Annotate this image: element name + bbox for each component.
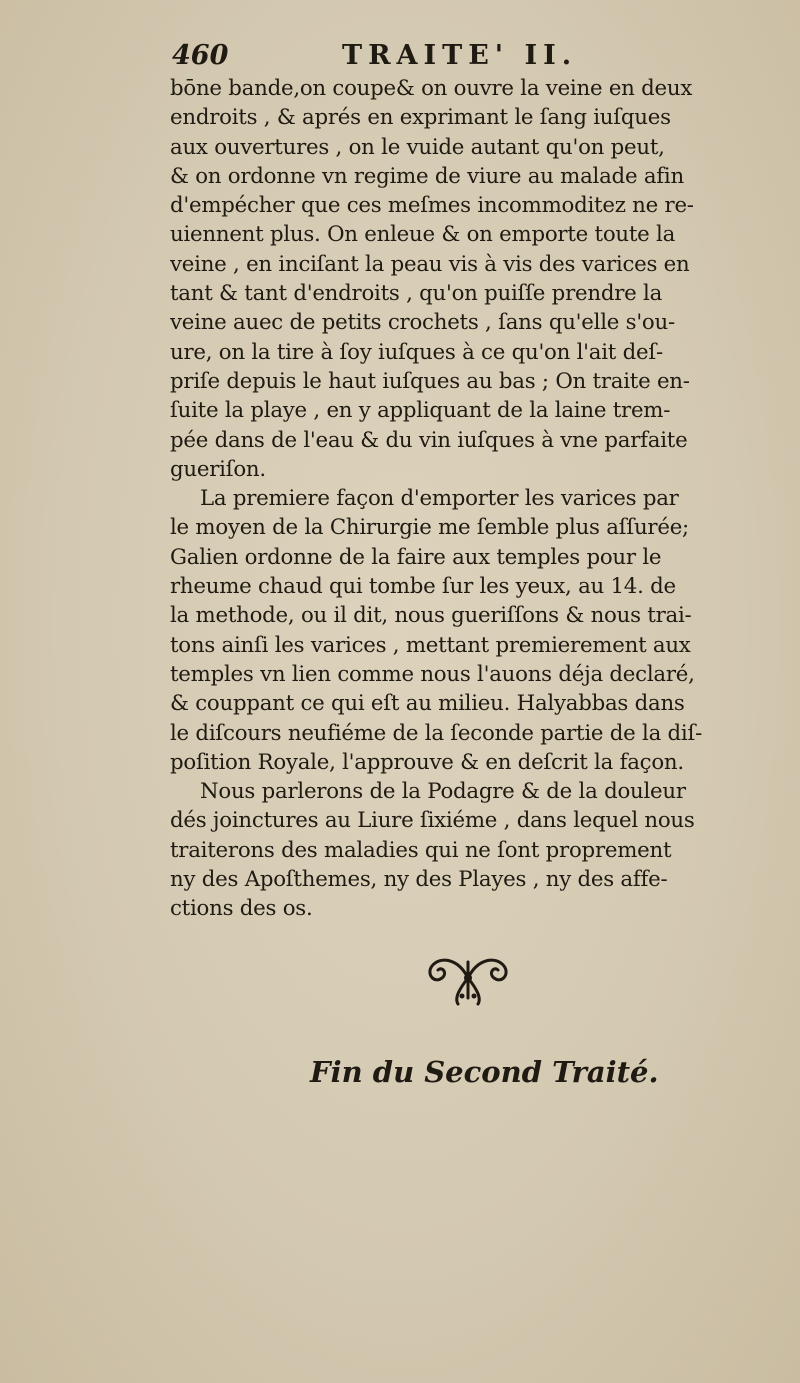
text-line: le moyen de la Chirurgie me ſemble plus aſſurée; — [170, 515, 689, 541]
text-line: la methode, ou il dit, nous gueriſſons & nous trai- — [170, 603, 692, 629]
fleuron-ornament-icon — [418, 948, 518, 1008]
text-line: aux ouvertures , on le vuide autant qu'on peut, — [170, 134, 665, 160]
text-line: dés joinctures au Liure ſixiéme , dans lequel nous — [170, 808, 695, 834]
text-line: ſuite la playe , en y appliquant de la laine trem- — [170, 398, 671, 424]
text-line: temples vn lien comme nous l'auons déja declaré, — [170, 661, 695, 687]
text-line: bōne bande,on coupe& on ouvre la veine en deux — [170, 76, 693, 101]
text-line: veine , en inciſant la peau vis à vis des varices en — [170, 251, 690, 277]
text-line: tant & tant d'endroits , qu'on puiſſe prendre la — [170, 281, 663, 307]
text-line: & on ordonne vn regime de viure au malade afin — [170, 163, 684, 189]
colophon: Fin du Second Traité. — [310, 1055, 659, 1089]
text-line: priſe depuis le haut iuſques au bas ; On traite en- — [170, 368, 690, 394]
text-line: ure, on la tire à ſoy iuſques à ce qu'on l'ait deſ- — [170, 339, 663, 365]
text-line: veine auec de petits crochets , ſans qu'elle s'ou- — [170, 310, 675, 336]
text-line: ctions des os. — [170, 896, 313, 922]
page-number: 460 — [172, 40, 229, 71]
text-line: Nous parlerons de la Podagre & de la douleur — [200, 779, 686, 805]
text-line: uiennent plus. On enleue & on emporte toute la — [170, 222, 676, 248]
text-line: le diſcours neufiéme de la ſeconde partie de la diſ- — [170, 720, 703, 746]
text-line: traiterons des maladies qui ne ſont proprement — [170, 837, 672, 863]
body-text — [170, 74, 760, 924]
text-line: pée dans de l'eau & du vin iuſques à vne parfaite — [170, 427, 688, 453]
text-line: poſition Royale, l'approuve & en deſcrit la façon. — [170, 749, 684, 775]
text-line: & couppant ce qui eſt au milieu. Halyabbas dans — [170, 691, 685, 717]
text-line: La premiere façon d'emporter les varices par — [200, 486, 679, 512]
running-title: TRAITE' II. — [342, 40, 578, 71]
text-line: gueriſon. — [170, 456, 266, 482]
text-line: tons ainſi les varices , mettant premierement aux — [170, 632, 691, 658]
text-line: Galien ordonne de la faire aux temples pour le — [170, 544, 662, 570]
text-line: endroits , & aprés en exprimant le ſang iuſques — [170, 105, 671, 131]
text-line: d'empécher que ces meſmes incommoditez ne re- — [170, 193, 694, 219]
text-line: rheume chaud qui tombe ſur les yeux, au 14. de — [170, 574, 676, 600]
page-header — [172, 40, 772, 76]
text-line: ny des Apoſthemes, ny des Playes , ny des affe- — [170, 867, 668, 893]
